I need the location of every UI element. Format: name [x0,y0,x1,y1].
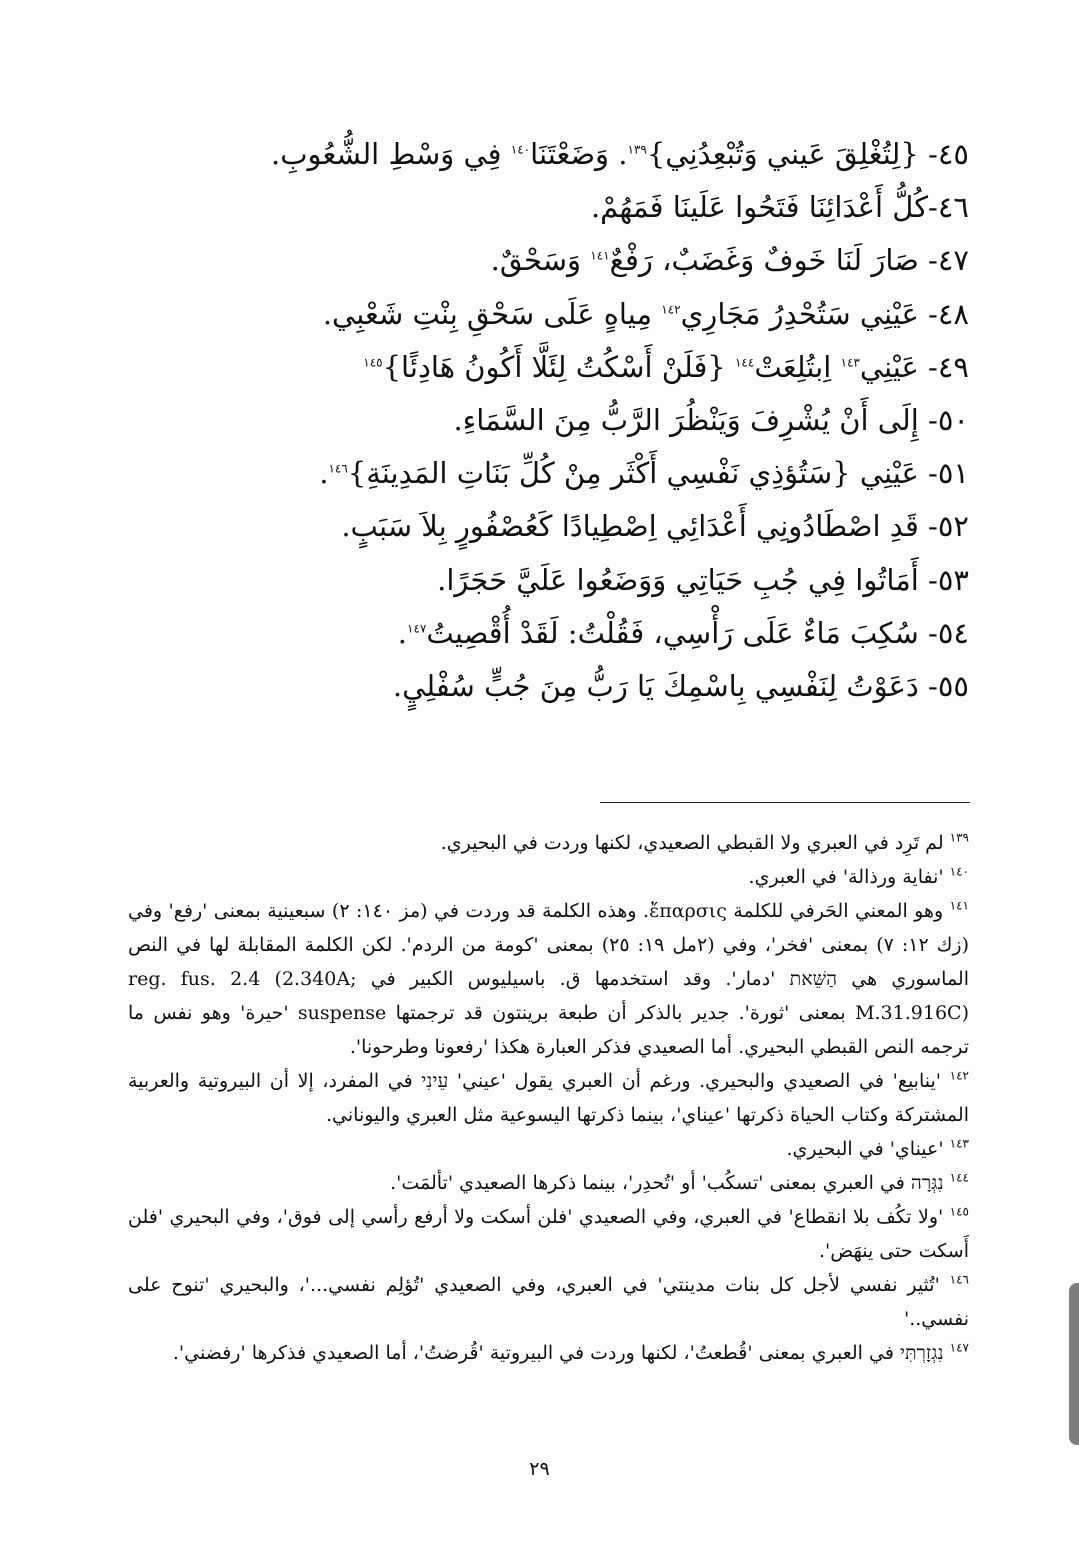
verse-46: ٤٦-كُلُّ أَعْدَائِنَا فَتَحُوا عَلَينَا فَمَهُمْ. [590,190,969,225]
footnote-ref[interactable]: ١٤٢ [661,301,681,316]
footnote-ref[interactable]: ١٤٣ [840,355,860,370]
footnote-ref[interactable]: ١٤٥ [363,355,383,370]
verse-47: ٤٧- صَارَ لَنَا خَوفٌ وَغَضَبٌ، رَفْعٌ$^{١٤١}$ وَسَحْقٌ. [490,243,969,278]
verse-48: ٤٨- عَيْنِي سَتُحْدِرُ مَجَارِي$^{١٤٢}$ مِياهٍ عَلَى سَحْقِ بِنْتِ شَعْبِي. [322,296,969,331]
footnote-ref[interactable]: ١٤٦ [328,461,348,476]
footnote-146: $^{١٤٦}$ 'تُثير نفسي لأجل كل بنات مدينتي' في العبري، وفي الصعيدي 'تُؤلِم نفسي...'، والبحيري 'تنوح على نفسي..' [128,1272,969,1330]
footnote-145: $^{١٤٥}$ 'ولا تكُف بلا انقطاع' في العبري، وفي الصعيدي 'فلن أسكت ولا أرفع رأسي إلى فوق'، وفي البحيري 'فلن أَسكت حتى ينهَض'. [128,1204,969,1262]
scrollbar-handle[interactable] [1069,1283,1079,1445]
verse-54: ٥٤- سُكِبَ مَاءٌ عَلَى رَأْسِي، فَقُلْتُ: لَقَدْ أُقْصِيتُ$^{١٤٧}$. [397,615,969,650]
footnote-139: $^{١٣٩}$ لم تَرِد في العبري ولا القبطي الصعيدي، لكنها وردت في البحيري. [440,830,969,854]
footnote-ref[interactable]: ١٤١ [590,248,610,263]
footnote-divider [600,802,970,803]
footnote-141: $^{١٤١}$ وهو المعني الحَرفي للكلمة ἔπαρσις. وهذه الكلمة قد وردت في (مز ١٤٠: ٢) سبعينية بمعنى 'رفع' وفي (زك ١٢: ٧) بمعنى 'فخر'، وفي (٢مل ١٩: ٢٥) بمعنى 'كومة من الردم'. لكن الكلمة المقابلة لها في النص الماسوري هي הַשֵּׁאת 'دمار'. وقد استخدمها ق. باسيليوس الكبير في reg. fus. 2.4 (2.340A; M.31.916C) بمعنى 'ثورة'. جدير بالذكر أن طبعة برينتون قد ترجمتها suspense 'حيرة' وهو نفس ما ترجمه النص القبطي البحيري. أما الصعيدي فذكر العبارة هكذا 'رفعونا وطرحونا'. [128,898,969,1058]
verse-50: ٥٠- إِلَى أَنْ يُشْرِفَ وَيَنْظُرَ الرَّبُّ مِنَ السَّمَاءِ. [453,403,969,438]
footnote-140: $^{١٤٠}$ 'نفاية ورذالة' في العبري. [748,864,969,888]
footnote-143: $^{١٤٣}$ 'عيناي' في البحيري. [786,1136,969,1160]
footnote-ref[interactable]: ١٤٧ [407,621,427,636]
footnotes [128,826,969,1370]
verse-45: ٤٥- {لِتُغْلِقَ عَيني وَتُبْعِدُنِي}$^{١٣٩}$. وَضَعْتَنَا$^{١٤٠}$ فِي وَسْطِ الشُّعُوبِ. [270,137,969,171]
footnote-144: $^{١٤٤}$ נִגְּרָה في العبري بمعنى 'تسكُب' أو 'تُحدِر'، بينما ذكرها الصعيدي 'تألمَت'. [390,1170,969,1194]
footnote-ref[interactable]: ١٣٩ [627,142,647,157]
verse-55: ٥٥- دَعَوْتُ لِنَفْسِي بِاسْمِكَ يَا رَبُّ مِنَ جُبٍّ سُفْلِيٍ. [392,669,969,704]
verse-block [270,128,969,713]
page-number: ٢٩ [529,1458,550,1480]
verse-51: ٥١- عَيْنِي {سَتُؤذِي نَفْسِي أَكْثَر مِنْ كُلِّ بَنَاتِ المَدِينَةِ}$^{١٤٦}$. [319,456,969,491]
verse-53: ٥٣- أَمَاتُوا فِي جُبِ حَيَاتِي وَوَضَعُوا عَلَيَّ حَجَرًا. [437,562,969,597]
footnote-147: $^{١٤٧}$ נִגְזָרְתִּי في العبري بمعنى 'قُطعتُ'، لكنها وردت في البيروتية 'قُرضتُ'، أما الصعيدي فذكرها 'رفضني'. [172,1340,969,1364]
verse-52: ٥٢- قَدِ اصْطَادُونِي أَعْدَائِي اِصْطِيادًا كَعُصْفُورٍ بِلاَ سَبَبٍ. [341,509,969,544]
footnote-ref[interactable]: ١٤٤ [734,355,755,370]
footnote-ref[interactable]: ١٤٠ [510,142,531,157]
verse-49: ٤٩- عَيْنِي$^{١٤٣}$ اِبتُلِعَتْ$^{١٤٤}$ {فَلَنْ أَسْكُتُ لِئَلَّا أَكُونُ هَادِئًا}$^{١٤٥}$ [363,349,969,384]
footnote-142: $^{١٤٢}$ 'ينابيع' في الصعيدي والبحيري. ورغم أن العبري يقول 'عيني' עֵינִי في المفرد، إلا أن البيروتية والعربية المشتركة وكتاب الحياة ذكرتها 'عيناي'، بينما ذكرتها اليسوعية مثل العبري واليوناني. [128,1068,969,1126]
